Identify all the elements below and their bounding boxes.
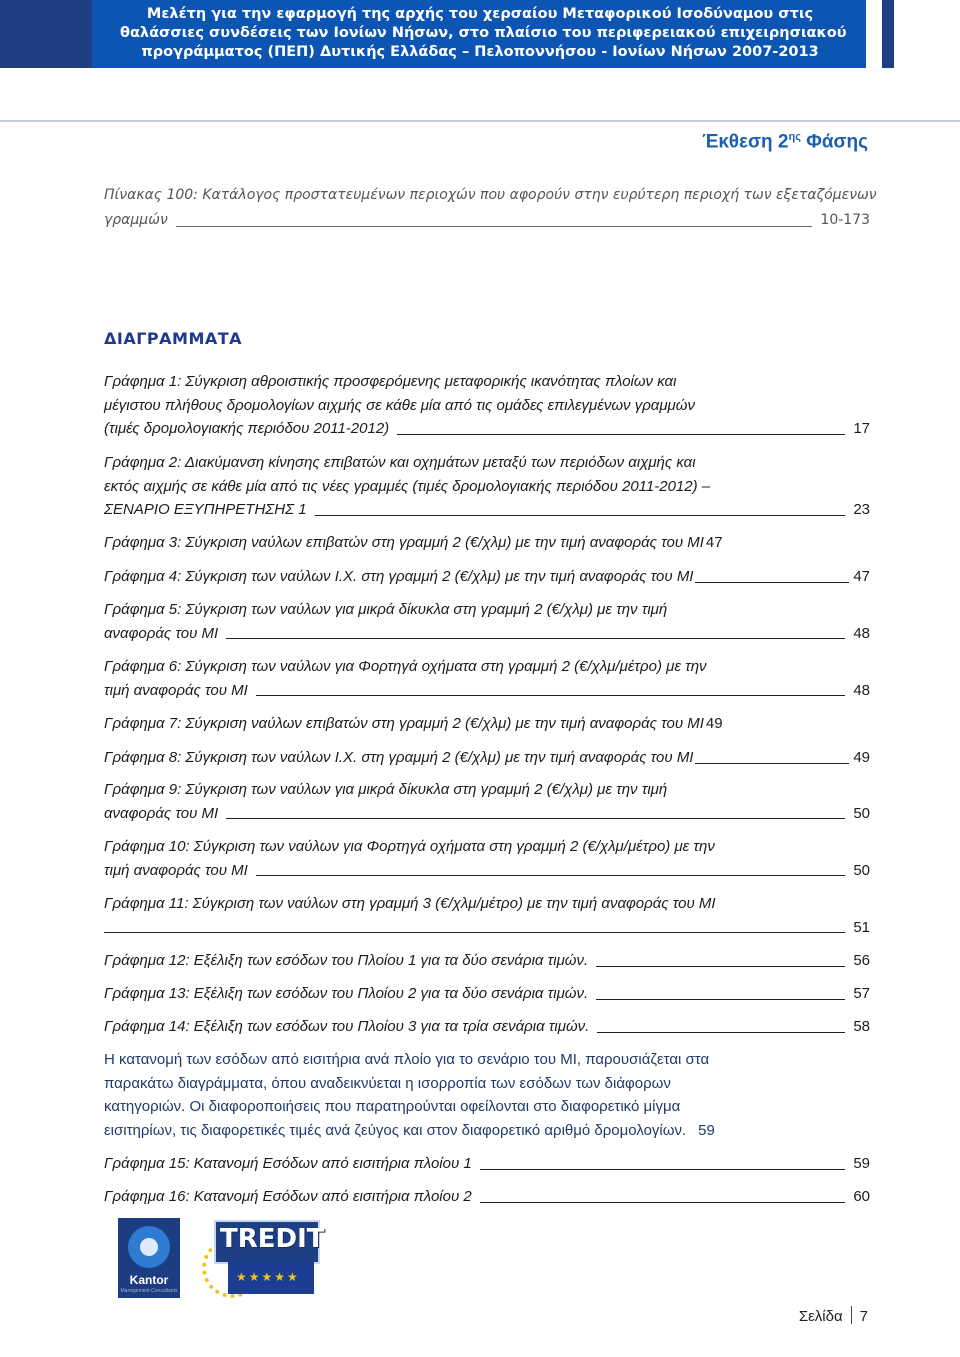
- report-phase-title: Έκθεση $2^{\eta\varsigma}$ Φάσης: [702, 131, 868, 153]
- toc-page-number: 49: [853, 749, 870, 766]
- leader-line: [695, 565, 849, 583]
- leader-line: [695, 746, 849, 764]
- toc-entry-2[interactable]: Γράφημα 2: Διακύμανση κίνησης επιβατών και οχημάτων μεταξύ των περιόδων αιχμής και εκτός αιχμής σε κάθε μία από τις νέες γραμμές (τιμές δρομολογιακής περιόδου 2011-2012) – ΣΕΝΑΡΙΟ ΕΞΥΠΗΡΕΤΗΣΗΣ 1 23: [104, 451, 870, 522]
- toc-entry-8[interactable]: Γράφημα 8: Σύγκριση των ναύλων Ι.Χ. στη γραμμή 2 (€/χλμ) με την τιμή αναφοράς του ΜΙ 49: [104, 746, 870, 770]
- leader-line: [480, 1152, 846, 1170]
- toc-page-number: 59: [853, 1155, 870, 1172]
- toc-page-number: 10-173: [820, 212, 870, 228]
- toc-entry-5[interactable]: Γράφημα 5: Σύγκριση των ναύλων για μικρά δίκυκλα στη γραμμή 2 (€/χλμ) με την τιμή αναφοράς του ΜΙ 48: [104, 598, 870, 645]
- leader-line: [226, 802, 845, 820]
- leader-line: [256, 859, 845, 877]
- toc-entry-9[interactable]: Γράφημα 9: Σύγκριση των ναύλων για μικρά δίκυκλα στη γραμμή 2 (€/χλμ) με την τιμή αναφοράς του ΜΙ 50: [104, 778, 870, 825]
- header-right-block: [894, 0, 960, 68]
- toc-page-number: 47: [705, 534, 723, 551]
- toc-entry-3[interactable]: Γράφημα 3: Σύγκριση ναύλων επιβατών στη γραμμή 2 (€/χλμ) με την τιμή αναφοράς του ΜΙ 47: [104, 531, 870, 555]
- kantor-logo-icon: [128, 1226, 170, 1268]
- header-left-block: [0, 0, 92, 68]
- header-rule: [0, 120, 960, 122]
- toc-entry-11[interactable]: Γράφημα 11: Σύγκριση των ναύλων στη γραμμή 3 (€/χλμ/μέτρο) με την τιμή αναφοράς του ΜΙ 51: [104, 892, 870, 939]
- header-line-3: προγράμματος (ΠΕΠ) Δυτικής Ελλάδας – Πελοποννήσου - Ιονίων Νήσων 2007-2013: [141, 44, 819, 60]
- toc-page-number: 47: [853, 568, 870, 585]
- leader-line: [176, 208, 813, 227]
- leader-line: [480, 1185, 846, 1203]
- header-band: [0, 0, 960, 68]
- toc-page-number: 51: [853, 918, 870, 936]
- leader-line: [104, 916, 845, 934]
- toc-entry-13[interactable]: Γράφημα 13: Εξέλιξη των εσόδων του Πλοίου 2 για τα δύο σενάρια τιμών. 57: [104, 982, 870, 1006]
- toc-page-number: 58: [853, 1018, 870, 1035]
- toc-entry-10[interactable]: Γράφημα 10: Σύγκριση των ναύλων για Φορτηγά οχήματα στη γραμμή 2 (€/χλμ/μέτρο) με την τιμή αναφοράς του ΜΙ 50: [104, 835, 870, 882]
- leader-line: [597, 1015, 845, 1033]
- header-divider: [866, 0, 882, 68]
- toc-entry-4[interactable]: Γράφημα 4: Σύγκριση των ναύλων Ι.Χ. στη γραμμή 2 (€/χλμ) με την τιμή αναφοράς του ΜΙ 47: [104, 565, 870, 589]
- toc-page-number: 57: [853, 985, 870, 1002]
- toc-entry-text: Πίνακας 100: Κατάλογος προστατευμένων περιοχών που αφορούν στην ευρύτερη περιοχή των εξεταζόμενων: [104, 187, 877, 203]
- header-line-1: Μελέτη για την εφαρμογή της αρχής του χερσαίου Μεταφορικού Ισοδύναμου στις: [146, 6, 814, 22]
- toc-entry-15[interactable]: Γράφημα 15: Κατανομή Εσόδων από εισιτήρια πλοίου 1 59: [104, 1152, 870, 1176]
- toc-entry-text: γραμμών: [104, 212, 168, 228]
- leader-line: [315, 498, 846, 516]
- leader-line: [397, 417, 845, 435]
- toc-page-number: 59: [698, 1121, 715, 1139]
- eu-flag-icon: [228, 1262, 314, 1294]
- toc-page-number: 48: [853, 624, 870, 642]
- leader-line: [226, 622, 845, 640]
- toc-page-number: 60: [853, 1188, 870, 1205]
- toc-page-number: 50: [853, 804, 870, 822]
- toc-entry-7[interactable]: Γράφημα 7: Σύγκριση ναύλων επιβατών στη γραμμή 2 (€/χλμ) με την τιμή αναφοράς του ΜΙ 49: [104, 712, 870, 736]
- toc-entry-16[interactable]: Γράφημα 16: Κατανομή Εσόδων από εισιτήρια πλοίου 2 60: [104, 1185, 870, 1209]
- toc-table-entry[interactable]: [104, 183, 877, 233]
- header-right-stripe: [882, 0, 894, 68]
- toc-page-number: 17: [853, 420, 870, 437]
- page-number: Σελίδα 7: [798, 1308, 868, 1325]
- kantor-logo: Kantor Management Consultants: [118, 1218, 180, 1298]
- toc-entry-14[interactable]: Γράφημα 14: Εξέλιξη των εσόδων του Πλοίου 3 για τα τρία σενάρια τιμών. 58: [104, 1015, 870, 1039]
- header-title: [120, 5, 847, 62]
- toc-entry-12[interactable]: Γράφημα 12: Εξέλιξη των εσόδων του Πλοίου 1 για τα δύο σενάρια τιμών. 56: [104, 949, 870, 973]
- toc-page-number: 50: [853, 861, 870, 879]
- tredit-logo: TREDIT ★★★★★: [200, 1218, 318, 1300]
- toc-entry-6[interactable]: Γράφημα 6: Σύγκριση των ναύλων για Φορτηγά οχήματα στη γραμμή 2 (€/χλμ/μέτρο) με την τιμή αναφοράς του ΜΙ 48: [104, 655, 870, 702]
- toc-entry-paragraph[interactable]: Η κατανομή των εσόδων από εισιτήρια ανά πλοίο για το σενάριο του ΜΙ, παρουσιάζεται στα παρακάτω διαγράμματα, όπου αναδεικνύεται η ισορροπία των εσόδων των διάφορων κατηγοριών. Οι διαφοροποιήσεις που παρατηρούνται οφείλονται στο διαφορετικό μίγμα εισιτηρίων, τις διαφορετικές τιμές ανά ζεύγος και στον διαφορετικό αριθμό δρομολογίων. 59: [104, 1048, 870, 1142]
- leader-line: [256, 679, 845, 697]
- toc-page-number: 56: [853, 952, 870, 969]
- leader-line: [596, 949, 845, 967]
- header-line-2: θαλάσσιες συνδέσεις των Ιονίων Νήσων, στο πλαίσιο του περιφερειακού επιχειρησιακού: [120, 25, 847, 41]
- toc-entry-1[interactable]: Γράφημα 1: Σύγκριση αθροιστικής προσφερόμενης μεταφορικής ικανότητας πλοίων και μέγιστου πλήθους δρομολογίων αιχμής σε κάθε μία από τις ομάδες επιλεγμένων γραμμών (τιμές δρομολογιακής περιόδου 2011-2012) 17: [104, 370, 870, 441]
- toc-page-number: 49: [705, 715, 723, 732]
- toc-page-number: 23: [853, 501, 870, 518]
- section-title-diagrams: ΔΙΑΓΡΑΜΜΑΤΑ: [104, 329, 243, 348]
- leader-line: [596, 982, 845, 1000]
- toc-page-number: 48: [853, 681, 870, 699]
